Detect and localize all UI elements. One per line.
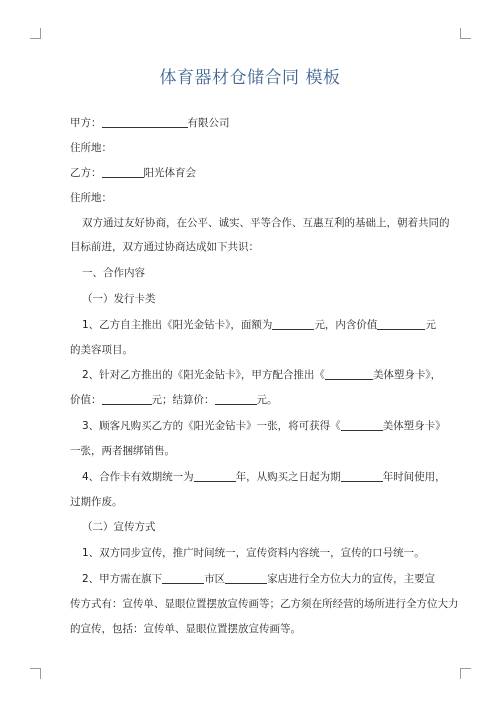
item-3-text-b: 美体塑身卡》: [382, 420, 446, 432]
corner-mark-top-right: [460, 28, 471, 39]
party-b-suffix: 阳光体育会: [143, 167, 196, 179]
item-2-blank-price: [102, 393, 152, 405]
section-1-heading: 一、合作内容: [82, 267, 145, 279]
item-3-text-a: 3、顾客凡购买乙方的《阳光金钻卡》一张，将可获得《: [82, 420, 341, 432]
party-a-label: 甲方：: [70, 117, 102, 129]
party-b-label: 乙方：: [70, 167, 102, 179]
item-2-line: [82, 368, 441, 382]
item-2-text-e: 元。: [256, 394, 278, 406]
subsection-2-heading: （二）宣传方式: [82, 521, 156, 533]
intro-line-2: 目标前进，双方通过协商达成如下共识：: [70, 241, 259, 253]
item-2-text-c: 价值：: [70, 394, 102, 406]
item-3-continued: 一张，两者捆绑销售。: [70, 445, 175, 457]
item-2-blank-settle: [215, 393, 257, 405]
corner-mark-top-left: [30, 28, 41, 39]
item-2-text-b: 美体塑身卡》，: [372, 369, 442, 381]
item-1-blank-face: [272, 318, 314, 330]
promo-item-1: 1、双方同步宣传，推广时间统一，宣传资料内容统一，宣传的口号统一。: [82, 547, 425, 559]
address-b-line: 住所地：: [70, 192, 112, 204]
promo-item-2-line-2: 传方式有：宣传单、显眼位置摆放宣传画等；乙方须在所经营的场所进行全方位大力: [70, 598, 459, 610]
item-2-price-line: [70, 393, 278, 407]
item-4-continued: 过期作废。: [70, 496, 123, 508]
promo-2-text-a: 2、甲方需在旗下: [82, 573, 163, 585]
item-1-text-a: 1、乙方自主推出《阳光金钻卡》，面额为: [82, 319, 273, 331]
promo-2-blank-city: [162, 572, 204, 584]
item-4-text-c: 年时间使用，: [382, 471, 446, 483]
party-b-blank: [102, 166, 144, 178]
item-2-text-d: 元；结算价：: [151, 394, 215, 406]
item-1-blank-value: [377, 318, 425, 330]
promo-item-2-line-3: 的宣传，包括：宣传单、显眼位置摆放宣传画等。: [70, 623, 301, 635]
promo-item-2-line: [82, 572, 435, 586]
address-a-line: 住所地：: [70, 142, 112, 154]
party-a-line: [70, 116, 230, 130]
party-b-line: [70, 166, 196, 180]
promo-2-text-c: 家店进行全方位大力的宣传，主要宣: [267, 573, 436, 585]
intro-line-1: 双方通过友好协商，在公平、诚实、平等合作、互惠互利的基础上，朝着共同的: [82, 217, 450, 229]
item-1-continued: 的美容项目。: [70, 344, 133, 356]
promo-2-text-b: 市区: [204, 573, 226, 585]
item-4-text-b: 年，从购买之日起为期: [235, 471, 341, 483]
item-2-text-a: 2、针对乙方推出的《阳光金钻卡》，甲方配合推出《: [82, 369, 325, 381]
item-3-blank-card: [341, 419, 383, 431]
item-4-blank-period: [341, 470, 383, 482]
document-title: 体育器材仓储合同 模板: [159, 68, 341, 88]
corner-mark-bottom-left: [30, 668, 41, 679]
item-2-blank-card: [325, 368, 373, 380]
item-1-line: [82, 318, 436, 332]
item-4-line: [82, 470, 446, 484]
item-1-text-b: 元，内含价值: [314, 319, 378, 331]
item-4-text-a: 4、合作卡有效期统一为: [82, 471, 194, 483]
item-4-blank-years: [194, 470, 236, 482]
promo-2-blank-stores: [225, 572, 267, 584]
party-a-suffix: 有限公司: [187, 117, 230, 129]
subsection-1-heading: （一）发行卡类: [82, 293, 156, 305]
corner-mark-bottom-right: [460, 668, 471, 679]
party-a-blank: [102, 116, 188, 128]
item-3-line: [82, 419, 446, 433]
item-1-text-c: 元: [425, 319, 436, 331]
